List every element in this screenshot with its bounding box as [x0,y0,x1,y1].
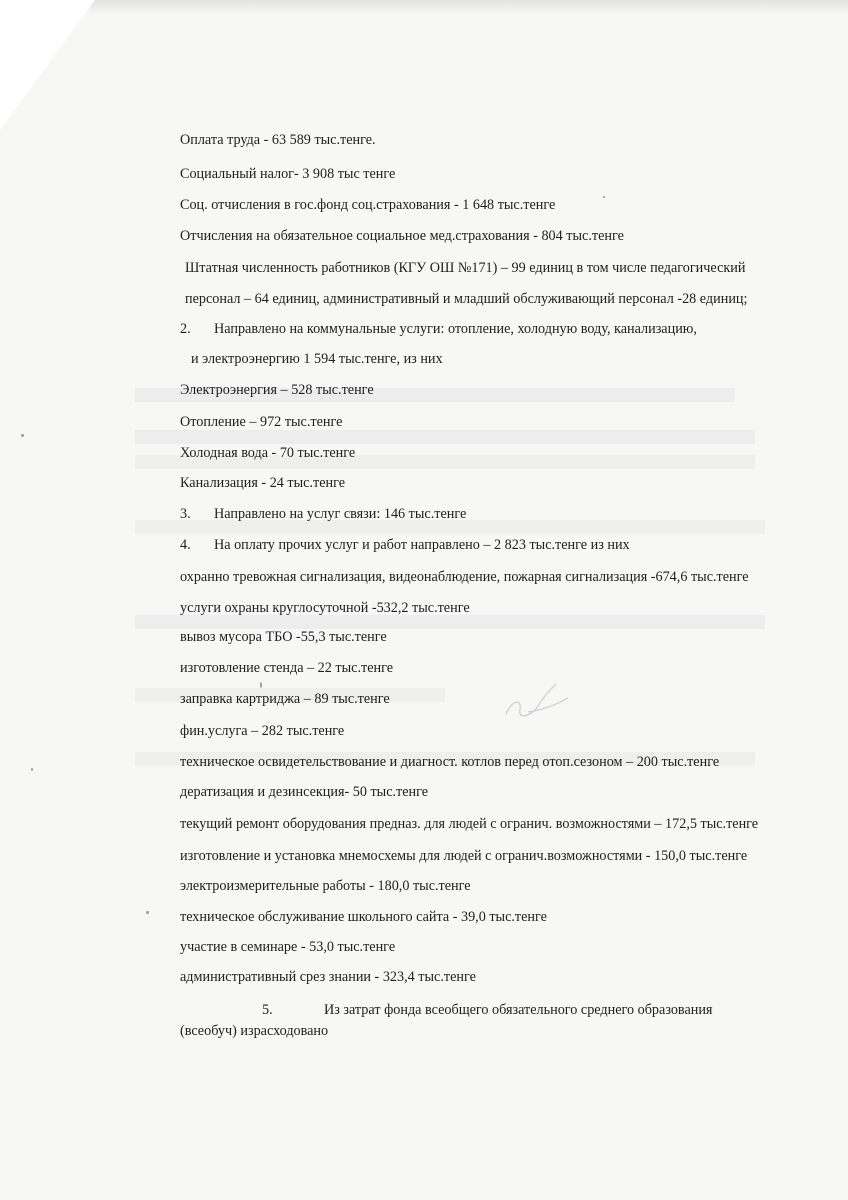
salary-line: Оплата труда - 63 589 тыс.тенге. [180,132,376,148]
item-number: 4. [180,537,191,553]
item-text: Из затрат фонда всеобщего обязательного среднего образования [324,1002,713,1018]
item-5 [262,1001,712,1019]
item-3 [180,505,466,523]
electricity-line: Электроэнергия – 528 тыс.тенге [180,382,374,398]
item-number: 5. [262,1002,273,1018]
folded-corner [0,0,95,130]
bleed-through-mark [135,615,765,629]
expense-line: заправка картриджа – 89 тыс.тенге [180,691,390,707]
item-text: Направлено на услуг связи: 146 тыс.тенге [214,506,467,522]
expense-line: участие в семинаре - 53,0 тыс.тенге [180,939,396,955]
expense-line: электроизмерительные работы - 180,0 тыс.тенге [180,878,471,894]
item-text: Направлено на коммунальные услуги: отопление, холодную воду, канализацию, [214,321,697,337]
item-5-continuation: (всеобуч) израсходовано [180,1023,329,1039]
expense-line: вывоз мусора ТБО -55,3 тыс.тенге [180,629,387,645]
item-number: 2. [180,321,191,337]
expense-line: услуги охраны круглосуточной -532,2 тыс.тенге [180,600,470,616]
signature-bleed-through [498,676,578,726]
item-2 [180,320,697,338]
speck [260,682,262,688]
expense-line: изготовление и установка мнемосхемы для людей с огранич.возможностями - 150,0 тыс.тенге [180,848,748,864]
heating-line: Отопление – 972 тыс.тенге [180,414,343,430]
staff-count-line: Штатная численность работников (КГУ ОШ №171) – 99 единиц в том числе педагогический [185,260,746,276]
item-text: На оплату прочих услуг и работ направлено – 2 823 тыс.тенге из них [214,537,630,553]
medical-insurance-line: Отчисления на обязательное социальное мед.страхования - 804 тыс.тенге [180,228,624,244]
cold-water-line: Холодная вода - 70 тыс.тенге [180,445,356,461]
item-4 [180,536,630,554]
expense-line: административный срез знании - 323,4 тыс.тенге [180,969,476,985]
expense-line: техническое освидетельствование и диагност. котлов перед отоп.сезоном – 200 тыс.тенге [180,754,720,770]
expense-line: дератизация и дезинсекция- 50 тыс.тенге [180,784,429,800]
expense-line: техническое обслуживание школьного сайта - 39,0 тыс.тенге [180,909,547,925]
bleed-through-mark [135,430,755,444]
speck [31,768,33,771]
expense-line: фин.услуга – 282 тыс.тенге [180,723,345,739]
social-tax-line: Социальный налог- 3 908 тыс тенге [180,166,396,182]
scan-shadow [40,0,848,14]
expense-line: охранно тревожная сигнализация, видеонаблюдение, пожарная сигнализация -674,6 тыс.тенге [180,569,749,585]
social-insurance-line: Соц. отчисления в гос.фонд соц.страхования - 1 648 тыс.тенге [180,197,556,213]
sewerage-line: Канализация - 24 тыс.тенге [180,475,346,491]
speck [21,434,24,437]
staff-count-line-2: персонал – 64 единиц, административный и младший обслуживающий персонал -28 единиц; [185,291,748,307]
expense-line: изготовление стенда – 22 тыс.тенге [180,660,394,676]
speck [146,911,149,914]
expense-line: текущий ремонт оборудования предназ. для людей с огранич. возможностями – 172,5 тыс.тенге [180,816,759,832]
speck [603,196,605,198]
utilities-total-line: и электроэнергию 1 594 тыс.тенге, из них [191,351,443,367]
item-number: 3. [180,506,191,522]
